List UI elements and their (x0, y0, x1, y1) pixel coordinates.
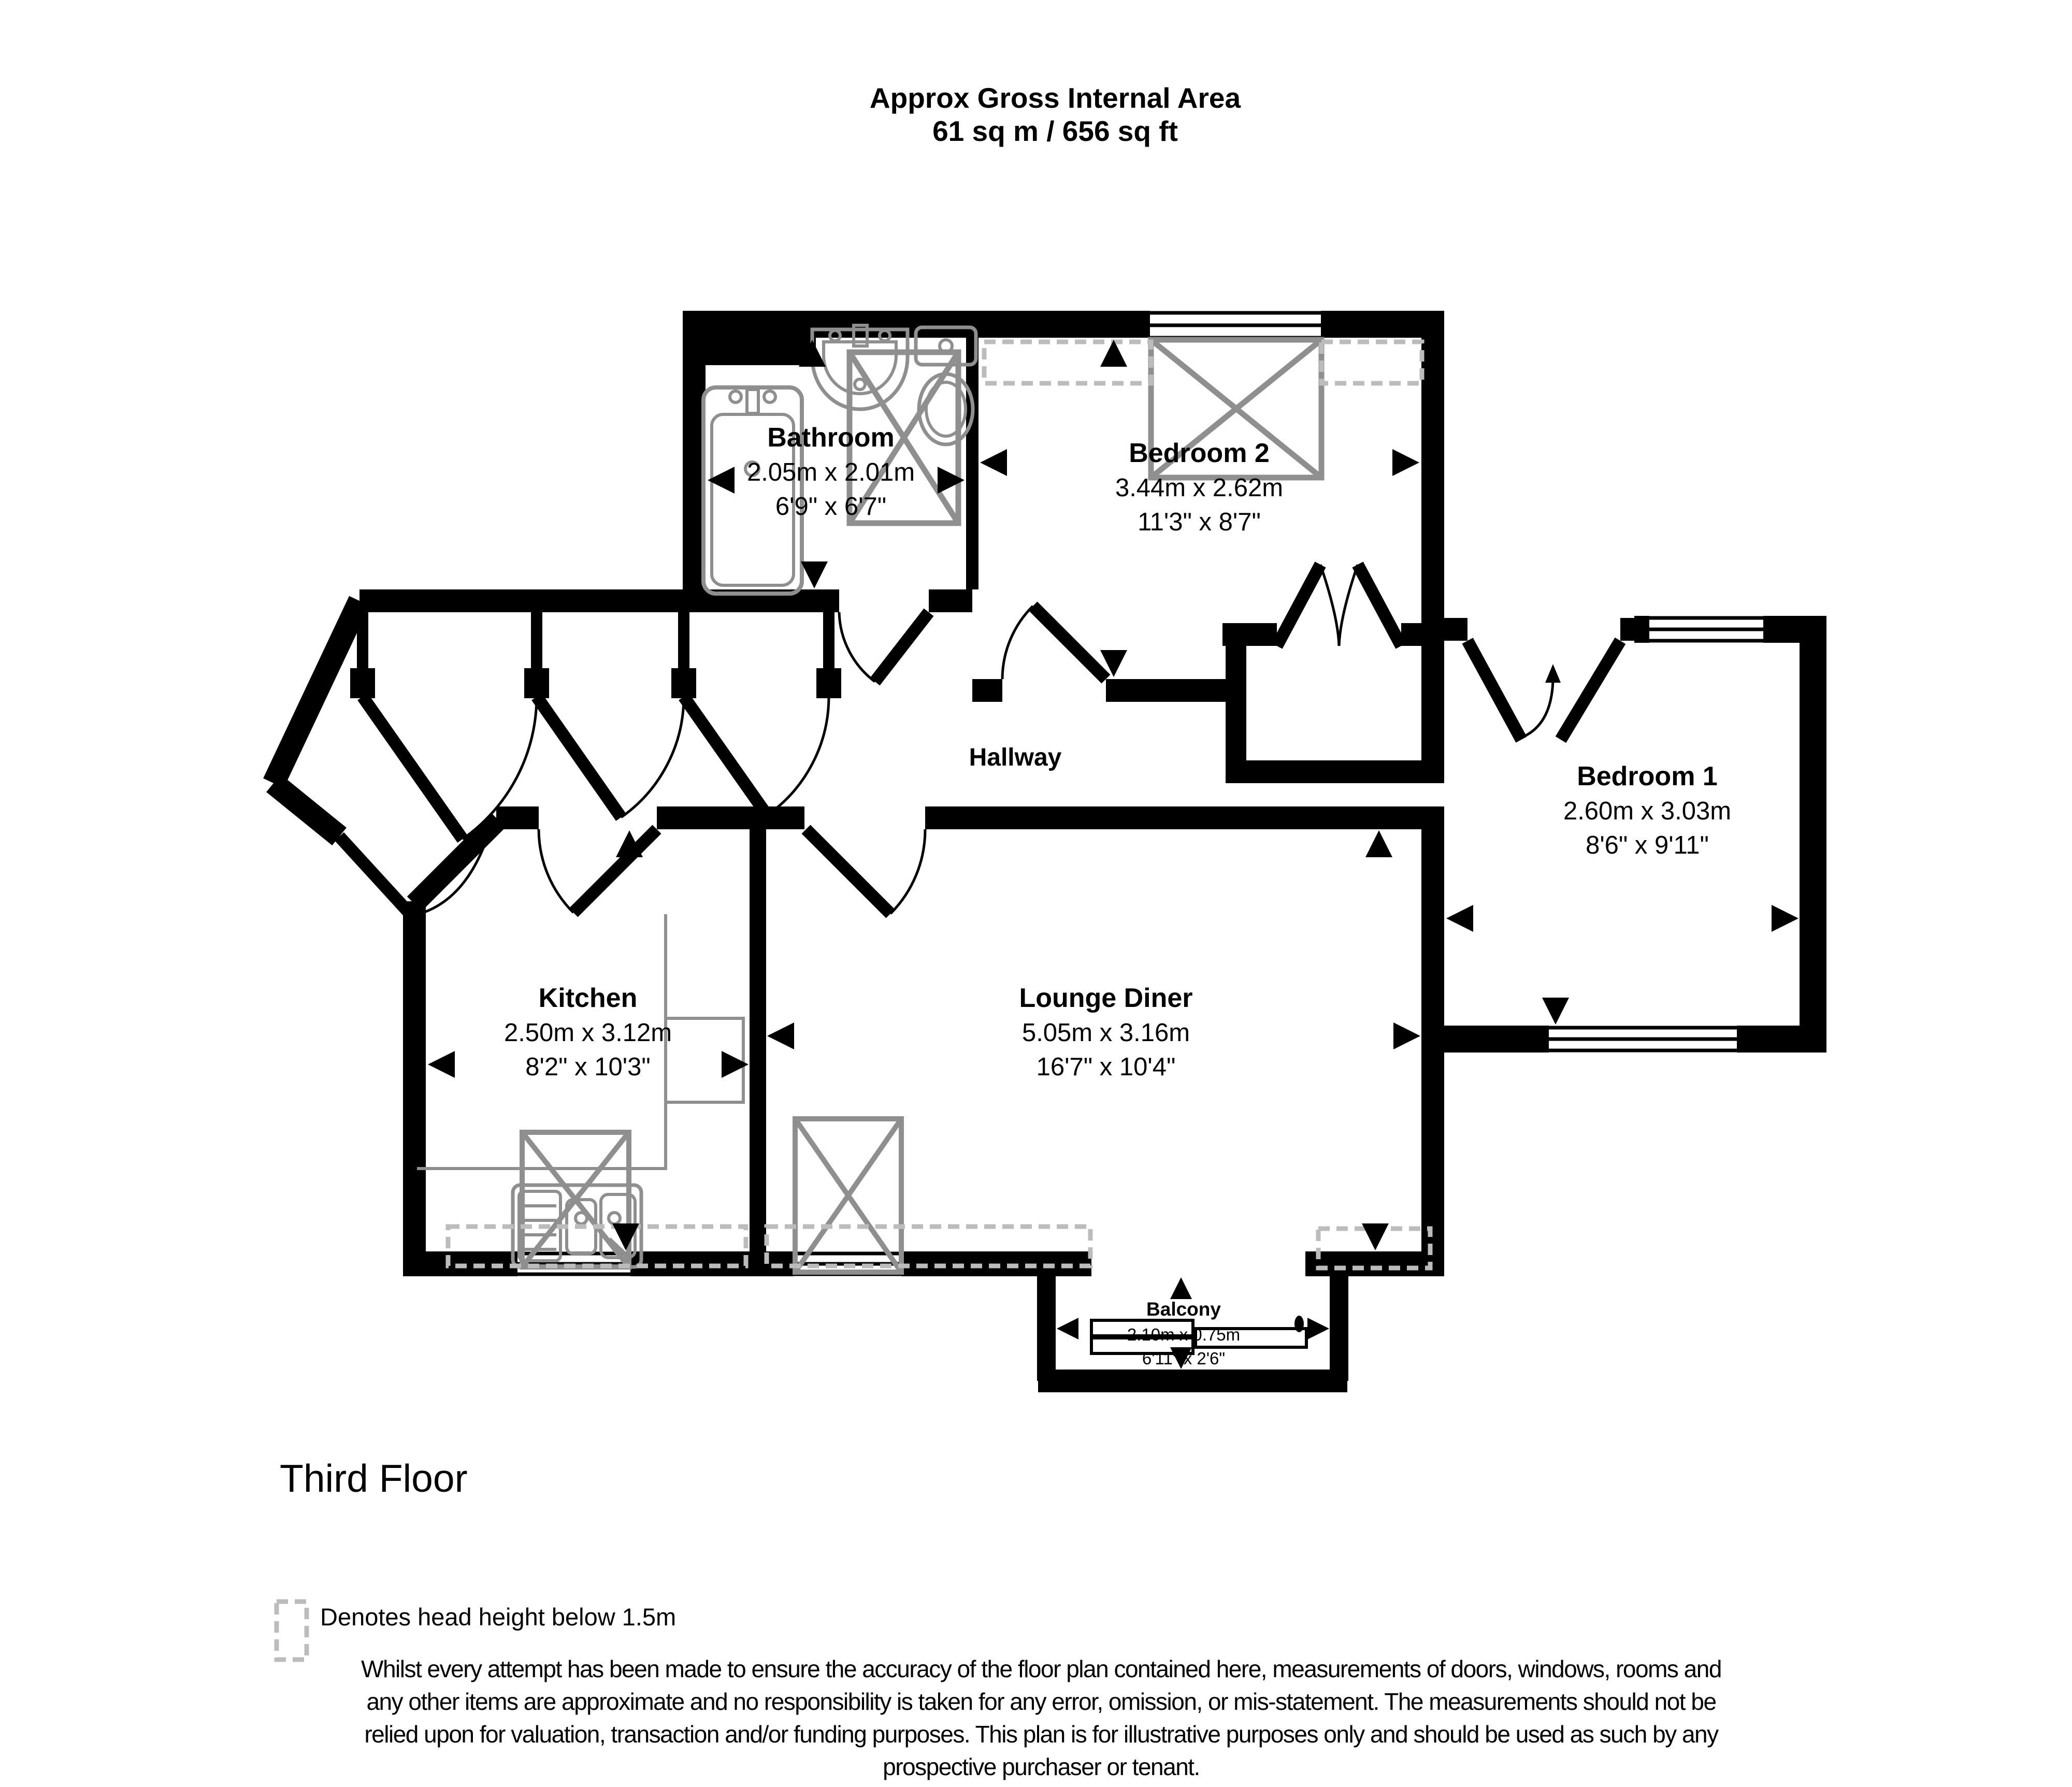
room-metric: 2.10m x 0.75m (1127, 1325, 1241, 1344)
cupboard-door-3 (684, 697, 829, 815)
kitchen-door (539, 829, 657, 913)
bathtub-icon (703, 387, 802, 594)
head-height-legend-icon (277, 1602, 307, 1660)
kitchen-label (504, 983, 672, 1081)
room-imperial: 6'11" x 2'6" (1142, 1349, 1226, 1368)
lounge-door (806, 829, 925, 914)
room-metric: 3.44m x 2.62m (1115, 474, 1284, 502)
room-name: Bathroom (767, 423, 895, 453)
room-metric: 2.50m x 3.12m (503, 1019, 672, 1047)
room-imperial: 16'7" x 10'4" (1036, 1053, 1176, 1081)
bedroom1-door-swing-arrow (1521, 664, 1561, 738)
room-name: Kitchen (538, 983, 638, 1013)
page-title-line1: Approx Gross Internal Area (869, 82, 1241, 114)
bedroom2-door (1002, 606, 1106, 679)
disclaimer-line1: Whilst every attempt has been made to ensure the accuracy of the floor plan contained here, measurements of doors, windows, rooms and (361, 1655, 1721, 1682)
disclaimer-line3: relied upon for valuation, transaction and/or funding purposes. This plan is for illustrative purposes only and should be used as such by any (364, 1721, 1718, 1748)
bedroom1-label (1563, 761, 1731, 859)
room-metric: 2.05m x 2.01m (746, 458, 915, 486)
floor-label: Third Floor (280, 1457, 468, 1500)
room-name: Bedroom 2 (1129, 438, 1270, 468)
disclaimer-line2: any other items are approximate and no responsibility is taken for any error, omission, or mis-statement. The measurements should not be (366, 1688, 1716, 1715)
room-metric: 2.60m x 3.03m (1563, 797, 1732, 825)
balcony-label (1127, 1299, 1240, 1368)
bedroom1-top-window (1649, 616, 1763, 643)
legend-text: Denotes head height below 1.5m (320, 1603, 677, 1631)
room-imperial: 8'2" x 10'3" (525, 1053, 651, 1081)
cupboard-door-2 (537, 697, 684, 817)
bedroom1-bottom-window (1549, 1026, 1737, 1053)
hallway-label: Hallway (969, 744, 1062, 771)
page-title-line2: 61 sq m / 656 sq ft (932, 115, 1178, 147)
bedroom2-label (1115, 438, 1283, 536)
bathroom-label (747, 423, 915, 521)
room-name: Balcony (1146, 1299, 1221, 1320)
disclaimer (361, 1655, 1721, 1780)
lounge-label (1019, 983, 1192, 1081)
bathroom-door (839, 612, 929, 682)
closet-double-doors (1277, 565, 1401, 646)
room-name: Lounge Diner (1019, 983, 1193, 1013)
room-imperial: 6'9" x 6'7" (775, 493, 887, 521)
room-imperial: 8'6" x 9'11" (1586, 831, 1709, 859)
room-metric: 5.05m x 3.16m (1021, 1019, 1190, 1047)
room-name: Bedroom 1 (1577, 761, 1718, 791)
room-imperial: 11'3" x 8'7" (1138, 508, 1261, 536)
doors (339, 565, 1561, 916)
bedroom2-window (1150, 310, 1321, 340)
walls (274, 311, 1813, 1381)
disclaimer-line4: prospective purchaser or tenant. (883, 1753, 1200, 1780)
lounge-unit-icon (795, 1119, 901, 1272)
